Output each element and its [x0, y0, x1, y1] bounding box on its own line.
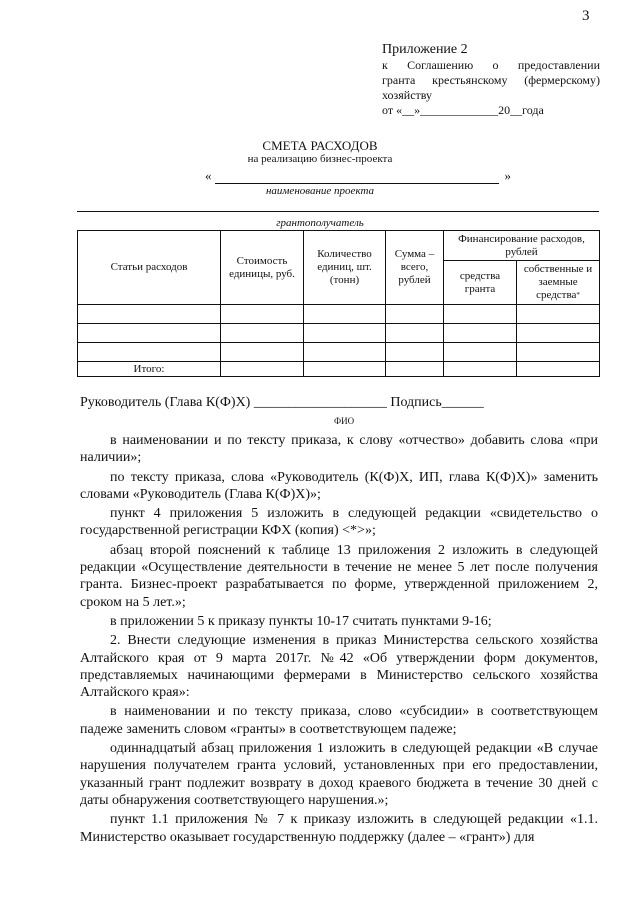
total-label: Итого: — [78, 362, 221, 377]
header-own-funds — [517, 261, 600, 305]
appendix-line-1: к Соглашению о предоставлении — [382, 58, 600, 72]
estimate-title: СМЕТА РАСХОДОВ — [262, 138, 378, 153]
page-number: 3 — [582, 8, 590, 24]
header-quantity: Количество единиц, шт. (тонн) — [304, 231, 386, 305]
header-financing: Финансирование расходов, рублей — [444, 231, 600, 261]
body-text — [80, 432, 598, 848]
recipient-line — [77, 211, 599, 212]
paragraph: одиннадцатый абзац приложения 1 изложить в следующей редакции «В случае нарушения получателем гранта условий, установленных при его предоставлении, указанный грант подлежит возврату в доход краевого бюджета в течение 30 дней с даты обнаружения соответствующего нарушения.»; — [80, 741, 598, 808]
signature-line: Руководитель (Глава К(Ф)Х) ___________________ Подпись______ — [80, 395, 484, 410]
estimate-subtitle: на реализацию бизнес-проекта — [247, 153, 393, 165]
estimate-table — [77, 230, 600, 377]
appendix-line-4: от «__»_____________20__года — [382, 103, 544, 117]
table-row — [78, 324, 600, 343]
appendix-header — [382, 42, 600, 118]
quote-open: « — [205, 168, 212, 183]
paragraph: 2. Внести следующие изменения в приказ Министерства сельского хозяйства Алтайского края от 9 марта 2017г. №42 «Об утверждении форм документов, представляемых начинающими фермерами в Министерство сельского хозяйства Алтайского края»: — [80, 633, 598, 701]
total-row — [78, 362, 600, 377]
paragraph: в наименовании и по тексту приказа, слово «субсидии» в соответствующем падеже заменить словом «гранты» в соответствующем падеже; — [80, 704, 598, 737]
own-funds-label: собственные и заемные средства — [523, 263, 593, 301]
table-row — [78, 343, 600, 362]
header-total: Сумма – всего, рублей — [386, 231, 444, 305]
paragraph: пункт 1.1 приложения № 7 к приказу изложить в следующей редакции «1.1. Министерство оказывает государственную поддержку (далее – «грант») для — [80, 812, 598, 845]
appendix-title: Приложение 2 — [382, 42, 468, 57]
project-name-field — [205, 168, 511, 186]
appendix-line-2: гранта крестьянскому (фермерскому) — [382, 73, 600, 87]
paragraph: абзац второй пояснений к таблице 13 приложения 2 изложить в следующей редакции «Осуществление деятельности в течение не менее 5 лет после получения гранта. Бизнес-проект разрабатывается по форме, утвержденной приложением 2, сроком на 5 лет.»; — [80, 542, 598, 610]
header-items: Статьи расходов — [78, 231, 221, 305]
paragraph: в наименовании и по тексту приказа, к слову «отчество» добавить слова «при наличии»; — [80, 433, 598, 466]
paragraph: в приложении 5 к приказу пункты 10-17 считать пунктами 9-16; — [110, 613, 492, 629]
paragraph: по тексту приказа, слова «Руководитель (К(Ф)Х, ИП, глава К(Ф)Х)» заменить словами «Руководитель (Глава К(Ф)Х)»; — [80, 469, 598, 502]
table-row — [78, 305, 600, 324]
fio-caption: ФИО — [334, 416, 355, 426]
header-unit-cost: Стоимость единицы, руб. — [221, 231, 304, 305]
quote-close: » — [504, 168, 511, 183]
recipient-caption: грантополучатель — [276, 217, 364, 229]
header-grant-funds: средства гранта — [444, 261, 517, 305]
footnote-mark: * — [576, 291, 580, 299]
appendix-line-3: хозяйству — [382, 88, 433, 102]
paragraph: пункт 4 приложения 5 изложить в следующей редакции «свидетельство о государственной регистрации КФХ (копия) <*>»; — [80, 506, 598, 539]
project-name-line — [215, 183, 499, 184]
project-name-caption: наименование проекта — [265, 185, 375, 197]
